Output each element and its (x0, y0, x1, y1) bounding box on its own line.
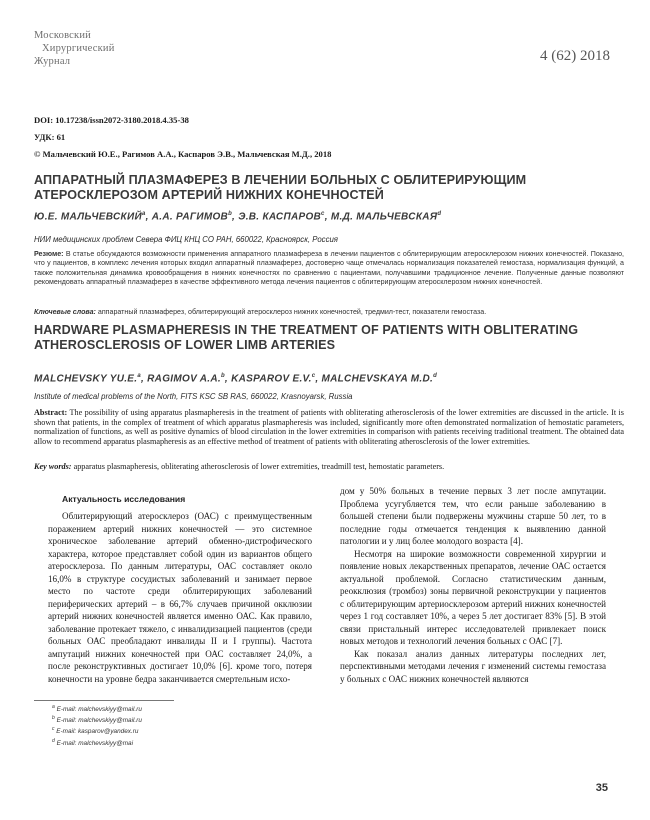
footnote-divider (34, 700, 174, 701)
abstract-ru-label: Резюме: (34, 250, 64, 258)
footnote-item: $^b$ E-mail: malchevskiyy@mail.ru (52, 715, 142, 725)
author-en-1: MALCHEVSKY YU.E. (34, 373, 138, 385)
logo-line-1: Московский (34, 30, 91, 41)
title-ru (34, 173, 624, 202)
keywords-ru-label: Ключевые слова: (34, 308, 96, 316)
author-ru-2: А.А. РАГИМОВ (151, 211, 229, 223)
abstract-en (34, 408, 624, 446)
logo-line-3: Журнал (34, 56, 71, 67)
body-paragraph: Как показал анализ данных литературы последних лет, перспективными методами лечения г изменений системы гемостаза у больных с ОАС нижних конечностей являются (340, 648, 606, 684)
page-number: 35 (595, 782, 608, 794)
author-ru-4: М.Д. МАЛЬЧЕВСКАЯ (330, 211, 438, 223)
title-ru-line-2: АТЕРОСКЛЕРОЗОМ АРТЕРИЙ НИЖНИХ КОНЕЧНОСТЕЙ (34, 187, 384, 202)
body-left-column (48, 510, 312, 685)
footnote-item: $^d$ E-mail: malchevskiyy@mai (52, 737, 134, 747)
title-en-line-2: ATHEROSCLEROSIS OF LOWER LIMB ARTERIES (34, 337, 336, 352)
author-ru-1: Ю.Е. МАЛЬЧЕВСКИЙ (34, 211, 142, 223)
keywords-en-label: Key words: (34, 462, 72, 471)
institution-en: Institute of medical problems of the North, FITS KSC SB RAS, 660022, Krasnoyarsk, Russia (34, 392, 353, 401)
authors-ru: Ю.Е. МАЛЬЧЕВСКИЙ$^a$, А.А. РАГИМОВ$^b$, Э.В. КАСПАРОВ$^c$, М.Д. МАЛЬЧЕВСКАЯ$^d$ (34, 211, 442, 223)
keywords-ru (34, 308, 624, 316)
journal-logo (34, 28, 184, 78)
footnote-item: $^c$ E-mail: kasparov@yandex.ru (52, 726, 139, 736)
title-ru-line-1: АППАРАТНЫЙ ПЛАЗМАФЕРЕЗ В ЛЕЧЕНИИ БОЛЬНЫХ С ОБЛИТЕРИРУЮЩИМ (34, 173, 527, 187)
keywords-ru-text: аппаратный плазмаферез, облитерирующий атеросклероз нижних конечностей, тредмил-тест, показатели гемостаза. (95, 308, 487, 316)
issue-number: 4 (62) 2018 (540, 48, 610, 64)
body-paragraph: дом у 50% больных в течение первых 3 лет после ампутации. Проблема усугубляется тем, что если раньше заболеванию в большей степени были подвержены мужчины старше 50 лет, то в последние годы отмечается тенденция к выявлению данной патологии и у лиц более молодого возраста [4]. (340, 486, 606, 546)
body-right-column (340, 485, 606, 685)
keywords-en (34, 462, 624, 471)
keywords-en-text: apparatus plasmapheresis, obliterating atherosclerosis of lower extremities, treadmill test, hemostatic parameters. (71, 462, 445, 471)
author-en-2: RAGIMOV A.A. (147, 373, 221, 385)
abstract-ru (34, 250, 624, 288)
abstract-en-label: Abstract: (34, 408, 68, 417)
title-en-line-1: HARDWARE PLASMAPHERESIS IN THE TREATMENT OF PATIENTS WITH OBLITERATING (34, 323, 579, 337)
body-paragraph: Облитерирующий атеросклероз (ОАС) с преимущественным поражением артерий нижних конечностей — это системное хроническое заболевание артерий обменно-дистрофического характера, которое представляет собой один из вариантов общего атеросклероза. По данным литературы, ОАС составляет около 16,0% в структуре сосудистых заболеваний и занимает первое место по частоте среди облитерирующих заболеваний периферических артерий – в 66,7% случаев причиной окклюзии артерий нижних конечностей является именно ОАС. Как правило, заболевание протекает тяжело, с инвалидизацией пациентов (среди больных ОАС преобладают инвалиды II и I группы). Частота ампутаций нижних конечностей при ОАС составляет 24,0%, а после реконструктивных достигает 10,0% [6]. кроме того, потеря конечности на уровне бедра заканчивается смертельным исхо- (48, 511, 312, 684)
footnote-item: $^a$ E-mail: malchevskiyy@mail.ru (52, 704, 142, 714)
body-paragraph: Несмотря на широкие возможности современной хирургии и появление новых лекарственных препаратов, лечение ОАС остается актуальной проблемой. Согласно статистическим данным, реокклюзия (тромбоз) зоны первичной реконструкции у пациентов с облитерирующим артериосклерозом артерий нижних конечностей через 1 год составляет 10%, а через 5 лет достигает 83% [5]. В этой связи пристальный интерес исследователей привлекает поиск новых методов и технологий лечения больных с ОАС [7]. (340, 548, 606, 646)
author-en-3: KASPAROV E.V. (231, 373, 312, 385)
copyright: © Мальчевский Ю.Е., Рагимов А.А., Каспаров Э.В., Мальчевская М.Д., 2018 (34, 149, 332, 159)
author-en-4: MALCHEVSKAYA M.D. (321, 373, 434, 385)
section-title: Актуальность исследования (62, 494, 186, 504)
abstract-en-text: The possibility of using apparatus plasmapheresis in the treatment of patients with obliterating atherosclerosis of the lower extremities are discussed in the article. It is shown that patients, in the complex of treatment of which apparatus plasmapheresis was included, significantly more often demonstrated normalization of hemostatic parameters, normalization of functions, as well as positive dynamics of blood circulation in the lower extremities in comparison with patients receiving traditional treatment. The obtained data allow to recommend apparatus plasmapheresis as an effective method of treatment of patients with obliterating atherosclerosis of the lower extremities. (34, 408, 624, 446)
doi: DOI: 10.17238/issn2072-3180.2018.4.35-38 (34, 115, 189, 125)
authors-en: MALCHEVSKY YU.E.$^a$, RAGIMOV A.A.$^b$, KASPAROV E.V.$^c$, MALCHEVSKAYA M.D.$^d$ (34, 373, 438, 385)
author-ru-3: Э.В. КАСПАРОВ (238, 211, 322, 223)
abstract-ru-text: В статье обсуждаются возможности применения аппаратного плазмафереза в лечении пациентов с облитерирующим атеросклерозом нижних конечностей. Показано, что у пациентов, в комплекс лечения которых входил аппаратный плазмаферез, достоверно чаще отмечалась нормализация показателей гемостаза, нормализация функций, а также положительная динамика кровообращения в нижних конечностях по сравнению с пациентами, получавшими традиционное лечение. Полученные данные позволяют рекомендовать аппаратный плазмаферез в качестве эффективного метода лечения пациентов с облитерирующим атеросклерозом нижних конечностей. (34, 250, 624, 287)
footnotes (52, 703, 142, 748)
udk: УДК: 61 (34, 132, 66, 142)
logo-line-2: Хирургический (42, 43, 115, 54)
title-en (34, 323, 624, 352)
institution-ru: НИИ медицинских проблем Севера ФИЦ КНЦ СО РАН, 660022, Красноярск, Россия (34, 235, 338, 244)
